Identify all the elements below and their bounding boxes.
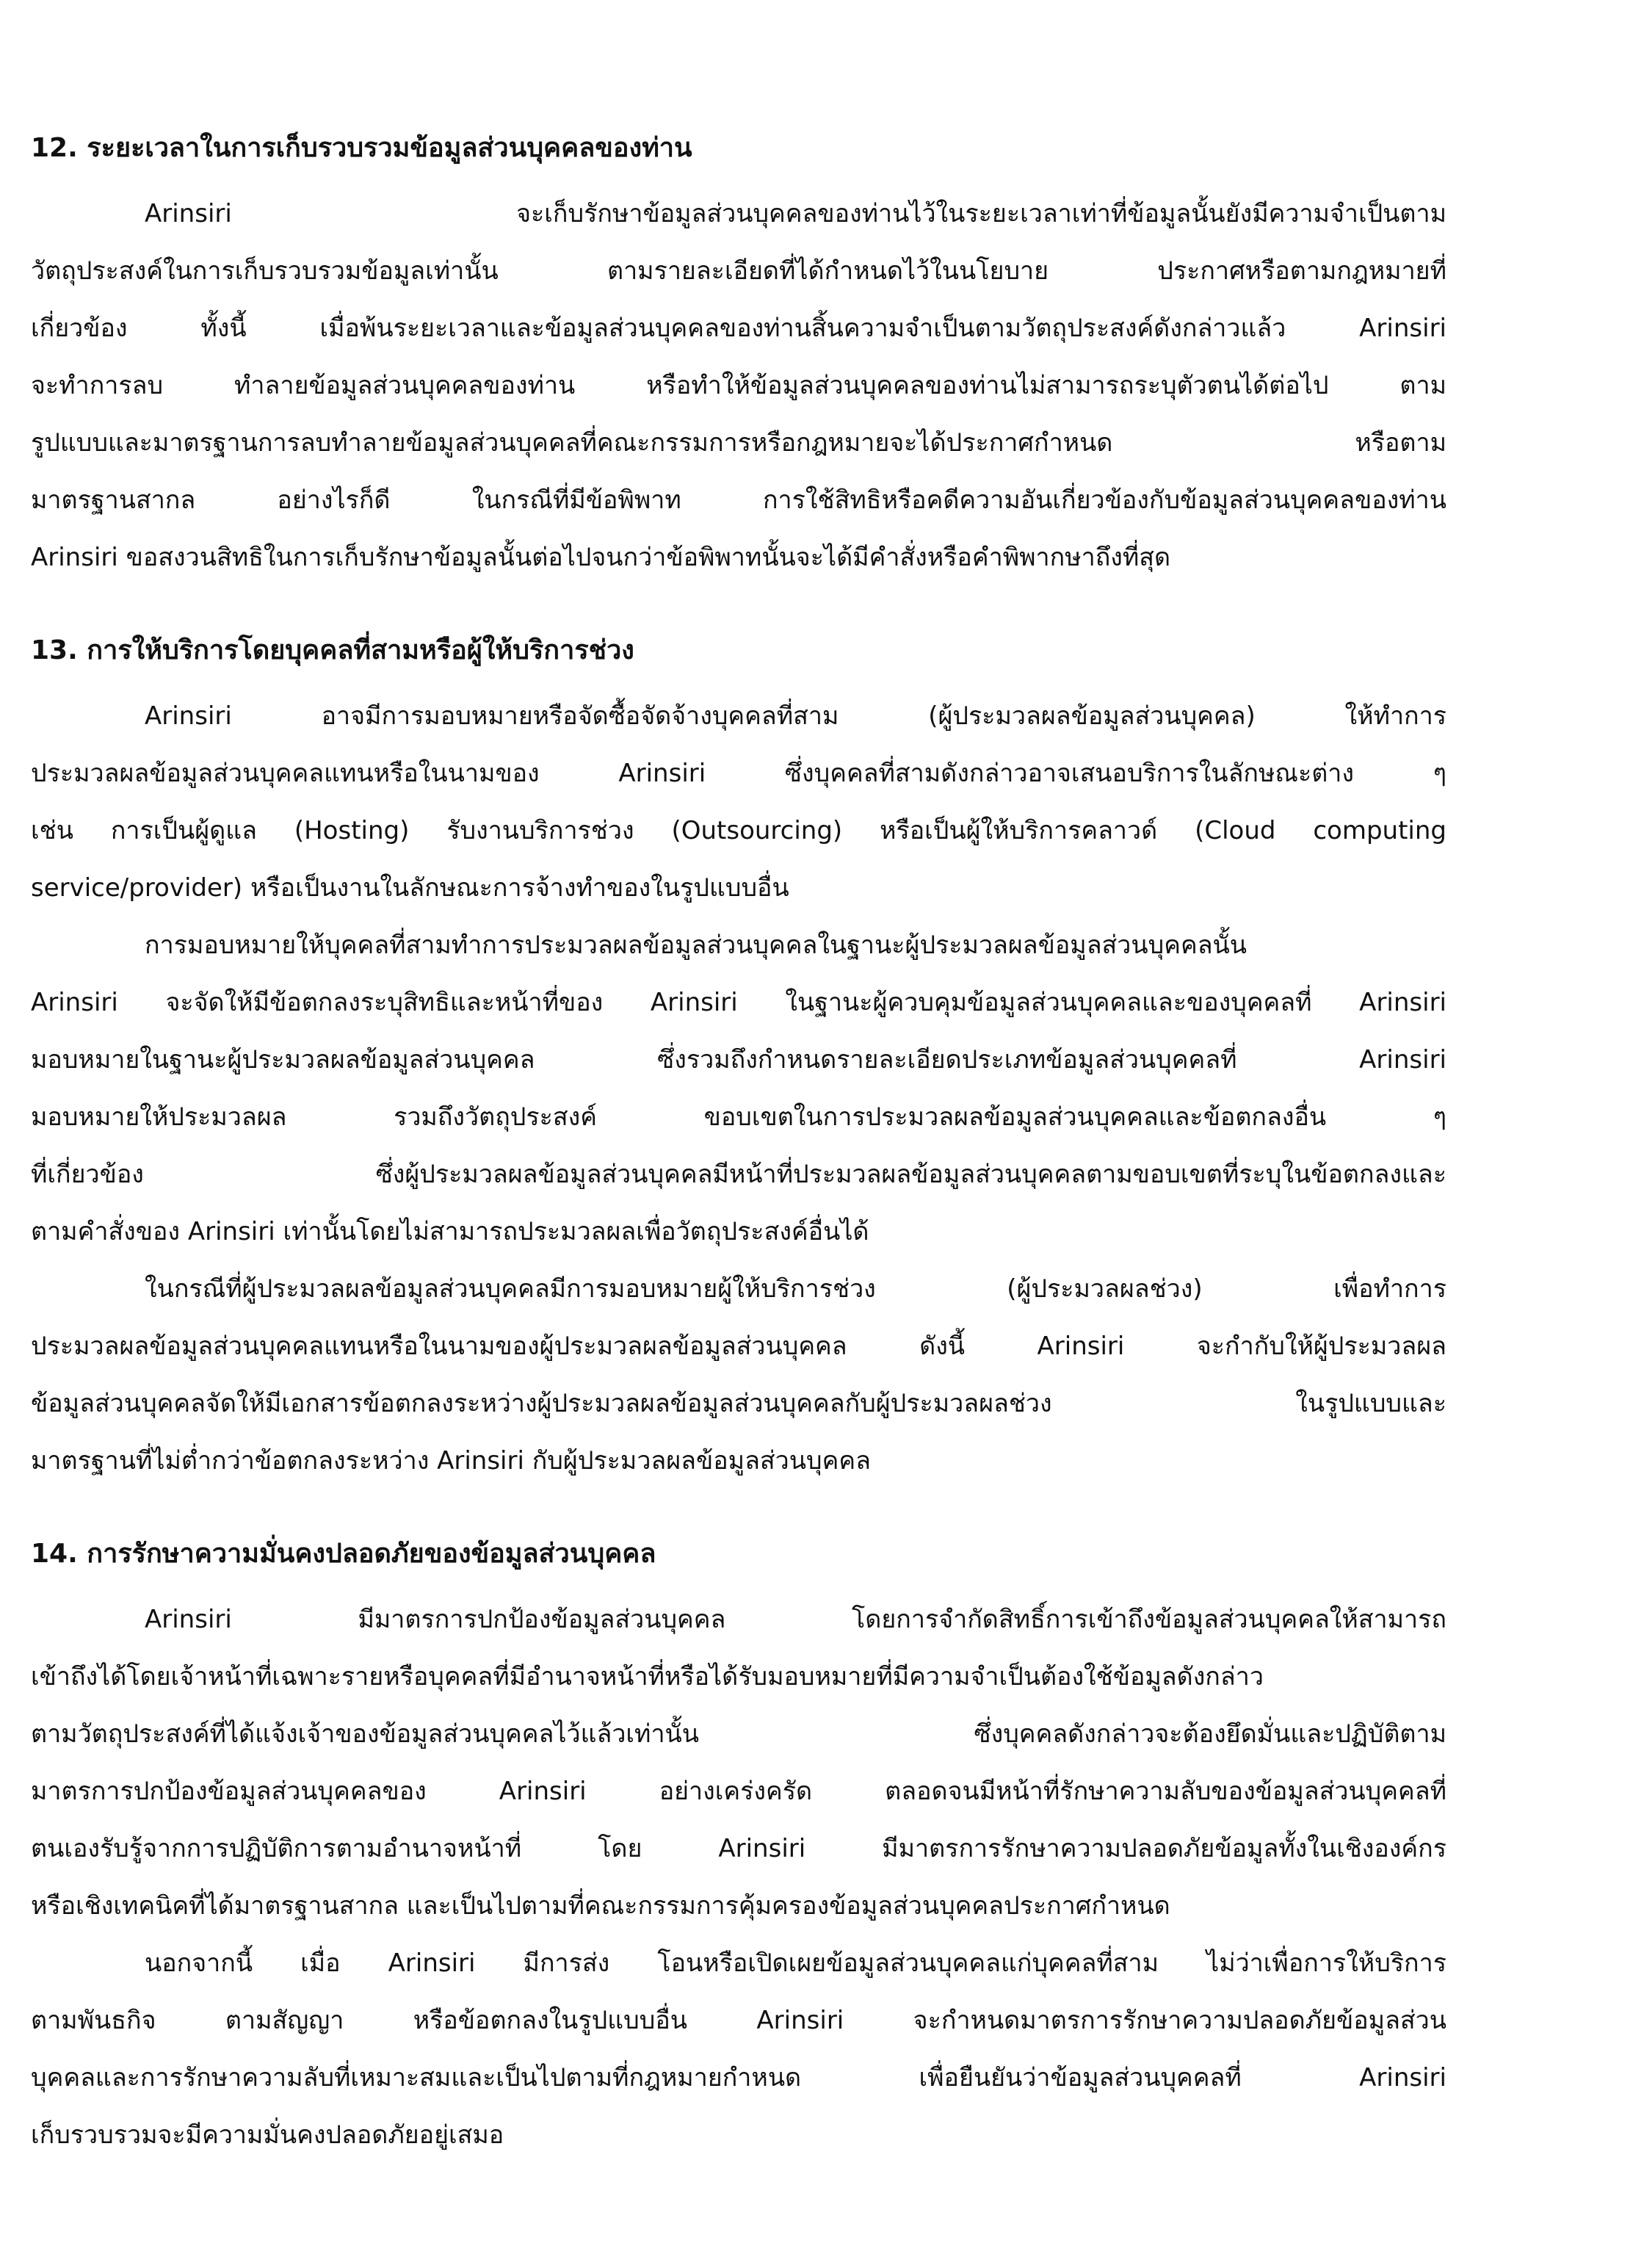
text-line: ประมวลผลข้อมูลส่วนบุคคลแทนหรือในนามของ Arinsiri ซึ่งบุคคลที่สามดังกล่าวอาจเสนอบริการในลักษณะต่าง ๆ [31, 759, 1446, 788]
paragraph [31, 917, 1446, 1260]
text-line: มาตรการปกป้องข้อมูลส่วนบุคคลของ Arinsiri อย่างเคร่งครัด ตลอดจนมีหน้าที่รักษาความลับของข้อมูลส่วนบุคคลที่ [31, 1777, 1446, 1806]
text-line: หรือเชิงเทคนิคที่ได้มาตรฐานสากล และเป็นไปตามที่คณะกรรมการคุ้มครองข้อมูลส่วนบุคคลประกาศกำหนด [31, 1891, 1170, 1921]
text-line: Arinsiri อาจมีการมอบหมายหรือจัดซื้อจัดจ้างบุคคลที่สาม (ผู้ประมวลผลข้อมูลส่วนบุคคล) ให้ทำการ [145, 701, 1446, 731]
section-13 [31, 629, 1446, 1489]
section-12 [31, 126, 1446, 586]
text-line: บุคคลและการรักษาความลับที่เหมาะสมและเป็นไปตามที่กฎหมายกำหนด เพื่อยืนยันว่าข้อมูลส่วนบุคคลที่ Arinsiri [31, 2063, 1446, 2092]
text-line: นอกจากนี้ เมื่อ Arinsiri มีการส่ง โอนหรือเปิดเผยข้อมูลส่วนบุคคลแก่บุคคลที่สาม ไม่ว่าเพื่อการให้บริการ [145, 1949, 1446, 1978]
text-line: รูปแบบและมาตรฐานการลบทำลายข้อมูลส่วนบุคคลที่คณะกรรมการหรือกฎหมายจะได้ประกาศกำหนด หรือตาม [31, 428, 1446, 458]
section-heading: 12. ระยะเวลาในการเก็บรวบรวมข้อมูลส่วนบุคคลของท่าน [31, 133, 692, 163]
text-line: มาตรฐานที่ไม่ต่ำกว่าข้อตกลงระหว่าง Arinsiri กับผู้ประมวลผลข้อมูลส่วนบุคคล [31, 1446, 871, 1476]
paragraph [31, 687, 1446, 917]
text-line: ในกรณีที่ผู้ประมวลผลข้อมูลส่วนบุคคลมีการมอบหมายผู้ให้บริการช่วง (ผู้ประมวลผลช่วง) เพื่อทำการ [145, 1274, 1446, 1304]
text-line: เช่น การเป็นผู้ดูแล (Hosting) รับงานบริการช่วง (Outsourcing) หรือเป็นผู้ให้บริการคลาวด์ (Cloud computing [31, 816, 1446, 845]
text-line: ประมวลผลข้อมูลส่วนบุคคลแทนหรือในนามของผู้ประมวลผลข้อมูลส่วนบุคคล ดังนี้ Arinsiri จะกำกับให้ผู้ประมวลผล [31, 1332, 1446, 1361]
text-line: ตามพันธกิจ ตามสัญญา หรือข้อตกลงในรูปแบบอื่น Arinsiri จะกำหนดมาตรการรักษาความปลอดภัยข้อมูลส่วน [31, 2006, 1446, 2035]
text-line: จะทำการลบ ทำลายข้อมูลส่วนบุคคลของท่าน หรือทำให้ข้อมูลส่วนบุคคลของท่านไม่สามารถระบุตัวตนได้ต่อไป ตาม [31, 371, 1446, 400]
text-line: Arinsiri จะเก็บรักษาข้อมูลส่วนบุคคลของท่านไว้ในระยะเวลาเท่าที่ข้อมูลนั้นยังมีความจำเป็นตาม [145, 199, 1446, 228]
document-page [31, 126, 1446, 2164]
paragraph [31, 1591, 1446, 1935]
section-heading: 13. การให้บริการโดยบุคคลที่สามหรือผู้ให้บริการช่วง [31, 635, 634, 665]
text-line: มาตรฐานสากล อย่างไรก็ดี ในกรณีที่มีข้อพิพาท การใช้สิทธิหรือคดีความอันเกี่ยวข้องกับข้อมูลส่วนบุคคลของท่าน [31, 485, 1446, 515]
text-line: Arinsiri มีมาตรการปกป้องข้อมูลส่วนบุคคล โดยการจำกัดสิทธิ์การเข้าถึงข้อมูลส่วนบุคคลให้สามารถ [145, 1605, 1446, 1634]
paragraph [31, 1935, 1446, 2164]
text-line: วัตถุประสงค์ในการเก็บรวบรวมข้อมูลเท่านั้น ตามรายละเอียดที่ได้กำหนดไว้ในนโยบาย ประกาศหรือตามกฎหมายที่ [31, 256, 1446, 286]
text-line: เก็บรวบรวมจะมีความมั่นคงปลอดภัยอยู่เสมอ [31, 2120, 504, 2150]
text-line: ที่เกี่ยวข้อง ซึ่งผู้ประมวลผลข้อมูลส่วนบุคคลมีหน้าที่ประมวลผลข้อมูลส่วนบุคคลตามขอบเขตที่ระบุในข้อตกลงและ [31, 1160, 1446, 1189]
paragraph [31, 1260, 1446, 1489]
text-line: Arinsiri ขอสงวนสิทธิในการเก็บรักษาข้อมูลนั้นต่อไปจนกว่าข้อพิพาทนั้นจะได้มีคำสั่งหรือคำพิพากษาถึงที่สุด [31, 543, 1171, 572]
paragraph [31, 185, 1446, 586]
text-line: ตามวัตถุประสงค์ที่ได้แจ้งเจ้าของข้อมูลส่วนบุคคลไว้แล้วเท่านั้น ซึ่งบุคคลดังกล่าวจะต้องยึดมั่นและปฏิบัติตาม [31, 1719, 1446, 1749]
text-line: ตามคำสั่งของ Arinsiri เท่านั้นโดยไม่สามารถประมวลผลเพื่อวัตถุประสงค์อื่นได้ [31, 1217, 869, 1246]
text-line: Arinsiri จะจัดให้มีข้อตกลงระบุสิทธิและหน้าที่ของ Arinsiri ในฐานะผู้ควบคุมข้อมูลส่วนบุคคลและของบุคคลที่ Arinsiri [31, 988, 1446, 1017]
text-line: มอบหมายให้ประมวลผล รวมถึงวัตถุประสงค์ ขอบเขตในการประมวลผลข้อมูลส่วนบุคคลและข้อตกลงอื่น ๆ [31, 1102, 1446, 1132]
text-line: ข้อมูลส่วนบุคคลจัดให้มีเอกสารข้อตกลงระหว่างผู้ประมวลผลข้อมูลส่วนบุคคลกับผู้ประมวลผลช่วง ในรูปแบบและ [31, 1389, 1446, 1418]
text-line: เข้าถึงได้โดยเจ้าหน้าที่เฉพาะรายหรือบุคคลที่มีอำนาจหน้าที่หรือได้รับมอบหมายที่มีความจำเป็นต้องใช้ข้อมูลดังกล่าว [31, 1662, 1264, 1691]
section-heading: 14. การรักษาความมั่นคงปลอดภัยของข้อมูลส่วนบุคคล [31, 1539, 656, 1569]
text-line: ตนเองรับรู้จากการปฏิบัติการตามอำนาจหน้าที่ โดย Arinsiri มีมาตรการรักษาความปลอดภัยข้อมูลทั้งในเชิงองค์กร [31, 1834, 1446, 1863]
text-line: มอบหมายในฐานะผู้ประมวลผลข้อมูลส่วนบุคคล ซึ่งรวมถึงกำหนดรายละเอียดประเภทข้อมูลส่วนบุคคลที่ Arinsiri [31, 1045, 1446, 1075]
text-line: การมอบหมายให้บุคคลที่สามทำการประมวลผลข้อมูลส่วนบุคคลในฐานะผู้ประมวลผลข้อมูลส่วนบุคคลนั้น [145, 931, 1248, 960]
text-line: service/provider) หรือเป็นงานในลักษณะการจ้างทำของในรูปแบบอื่น [31, 873, 789, 903]
text-line: เกี่ยวข้อง ทั้งนี้ เมื่อพ้นระยะเวลาและข้อมูลส่วนบุคคลของท่านสิ้นความจำเป็นตามวัตถุประสงค์ดังกล่าวแล้ว Arinsiri [31, 314, 1446, 343]
section-14 [31, 1532, 1446, 2164]
